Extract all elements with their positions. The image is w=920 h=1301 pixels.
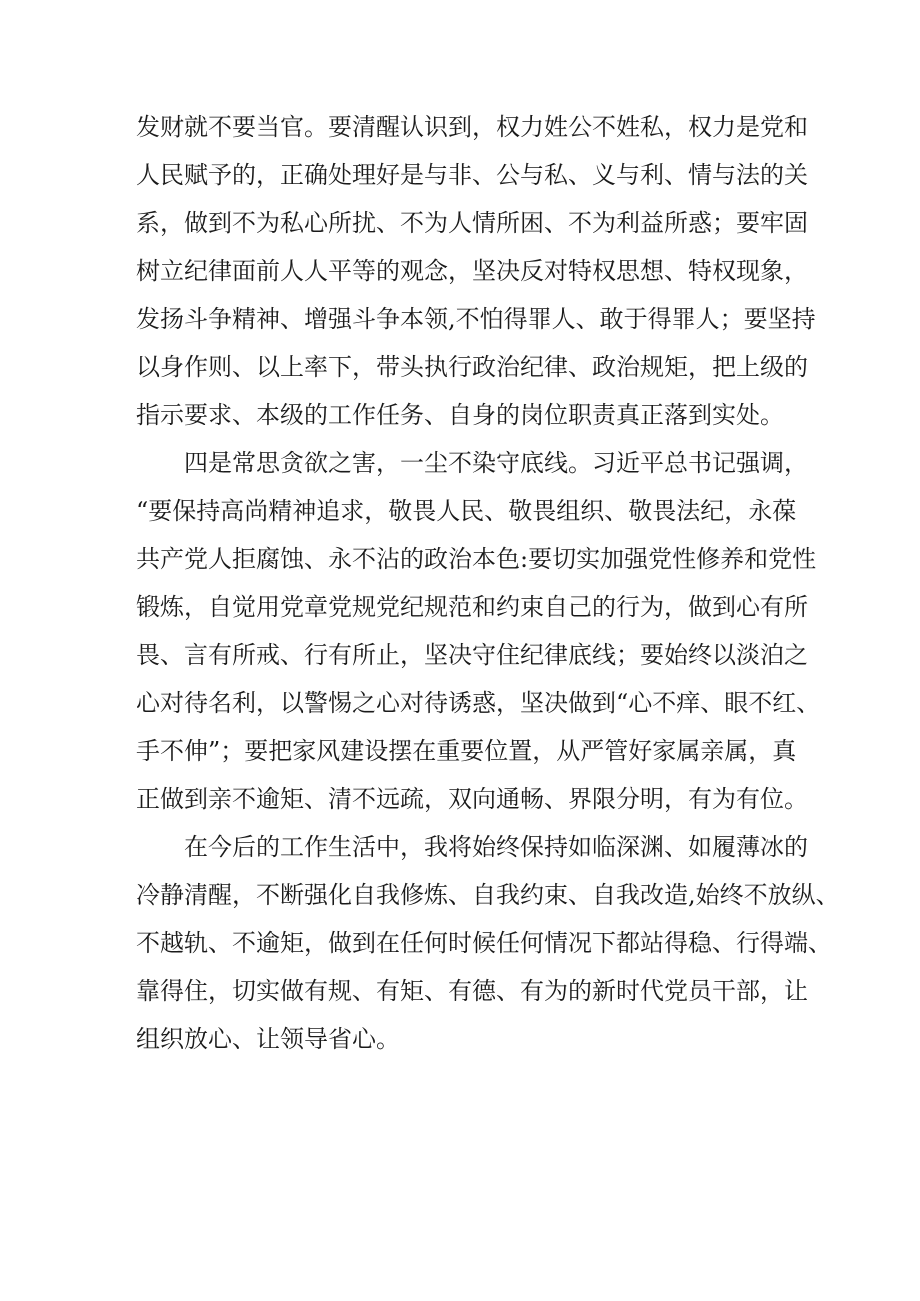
text-line: 指示要求、本级的工作任务、自身的岗位职责真正落到实处。 [136,401,784,429]
text-line: 以身作则、以上率下，带头执行政治纪律、政治规矩，把上级的 [136,353,808,381]
text-line: 正做到亲不逾矩、清不远疏，双向通畅、界限分明，有为有位。 [136,785,808,813]
text-line: “要保持高尚精神追求，敬畏人民、敬畏组织、敬畏法纪，永葆 [136,497,797,525]
text-line: 靠得住，切实做有规、有矩、有德、有为的新时代党员干部，让 [136,977,808,1005]
text-line: 畏、言有所戒、行有所止，坚决守住纪律底线；要始终以淡泊之 [136,641,808,669]
paragraph-first-line: 在今后的工作生活中，我将始终保持如临深渊、如履薄冰的 [184,833,808,861]
text-line: 人民赋予的，正确处理好是与非、公与私、义与利、情与法的关 [136,161,808,189]
text-line: 组织放心、让领导省心。 [136,1025,400,1053]
text-line: 发扬斗争精神、增强斗争本领,不怕得罪人、敢于得罪人；要坚持 [136,305,816,333]
text-line: 共产党人拒腐蚀、永不沾的政治本色:要切实加强党性修养和党性 [136,545,817,573]
text-line: 锻炼，自觉用党章党规党纪规范和约束自己的行为，做到心有所 [136,593,808,621]
text-line: 手不伸”；要把家风建设摆在重要位置，从严管好家属亲属，真 [136,737,797,765]
text-line: 不越轨、不逾矩，做到在任何时候任何情况下都站得稳、行得端、 [136,929,832,957]
text-line: 心对待名利，以警惕之心对待诱惑，坚决做到“心不痒、眼不红、 [136,689,821,717]
paragraph-first-line: 四是常思贪欲之害，一尘不染守底线。习近平总书记强调， [184,449,808,477]
text-line: 冷静清醒，不断强化自我修炼、自我约束、自我改造,始终不放纵、 [136,881,840,909]
text-line: 发财就不要当官。要清醒认识到，权力姓公不姓私，权力是党和 [136,113,808,141]
text-line: 树立纪律面前人人平等的观念，坚决反对特权思想、特权现象， [136,257,808,285]
text-line: 系，做到不为私心所扰、不为人情所困、不为利益所惑；要牢固 [136,209,808,237]
